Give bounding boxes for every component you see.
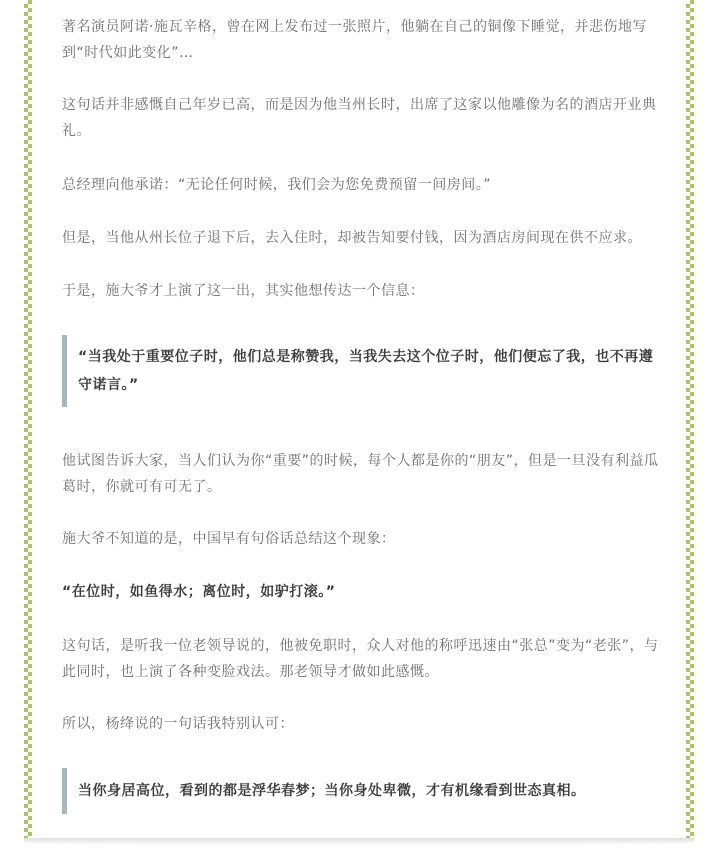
paragraph-3: 总经理向他承诺：“无论任何时候，我们会为您免费预留一间房间。” [62, 177, 492, 193]
left-decorative-border [24, 0, 32, 838]
paragraph-5: 于是，施大爷才上演了这一出，其实他想传达一个信息： [62, 283, 425, 299]
paragraph-7: 施大爷不知道的是，中国早有句俗话总结这个现象： [62, 531, 396, 547]
paragraph-1: 著名演员阿诺·施瓦辛格，曾在网上发布过一张照片，他躺在自己的铜像下睡觉，并悲伤地写到“时代如此变化”… [62, 19, 647, 61]
bottom-shadow [24, 838, 694, 846]
paragraph-4: 但是，当他从州长位子退下后，去入住时，却被告知要付钱，因为酒店房间现在供不应求。 [62, 230, 642, 246]
paragraph-9: 这句话，是听我一位老领导说的，他被免职时，众人对他的称呼迅速由“张总”变为“老张”，与此同时，也上演了各种变脸戏法。那老领导才做如此感慨。 [62, 638, 659, 680]
right-decorative-border [686, 0, 694, 838]
paragraph-2: 这句话并非感慨自己年岁已高，而是因为他当州长时，出席了这家以他雕像为名的酒店开业典礼。 [62, 97, 657, 139]
paragraph-6: 他试图告诉大家，当人们认为你“重要”的时候，每个人都是你的“朋友”，但是一旦没有利益瓜葛时，你就可有可无了。 [62, 453, 659, 495]
blockquote-text: 当你身居高位，看到的都是浮华春梦；当你身处卑微，才有机缘看到世态真相。 [78, 783, 586, 799]
blockquote-1 [62, 335, 668, 407]
blockquote-2 [62, 768, 668, 814]
paragraph-8: “在位时，如鱼得水；离位时，如驴打滚。” [62, 584, 336, 600]
blockquote-text: “当我处于重要位子时，他们总是称赞我，当我失去这个位子时，他们便忘了我，也不再遵守诺言。” [78, 349, 654, 393]
paragraph-10: 所以，杨绛说的一句话我特别认可： [62, 716, 294, 732]
